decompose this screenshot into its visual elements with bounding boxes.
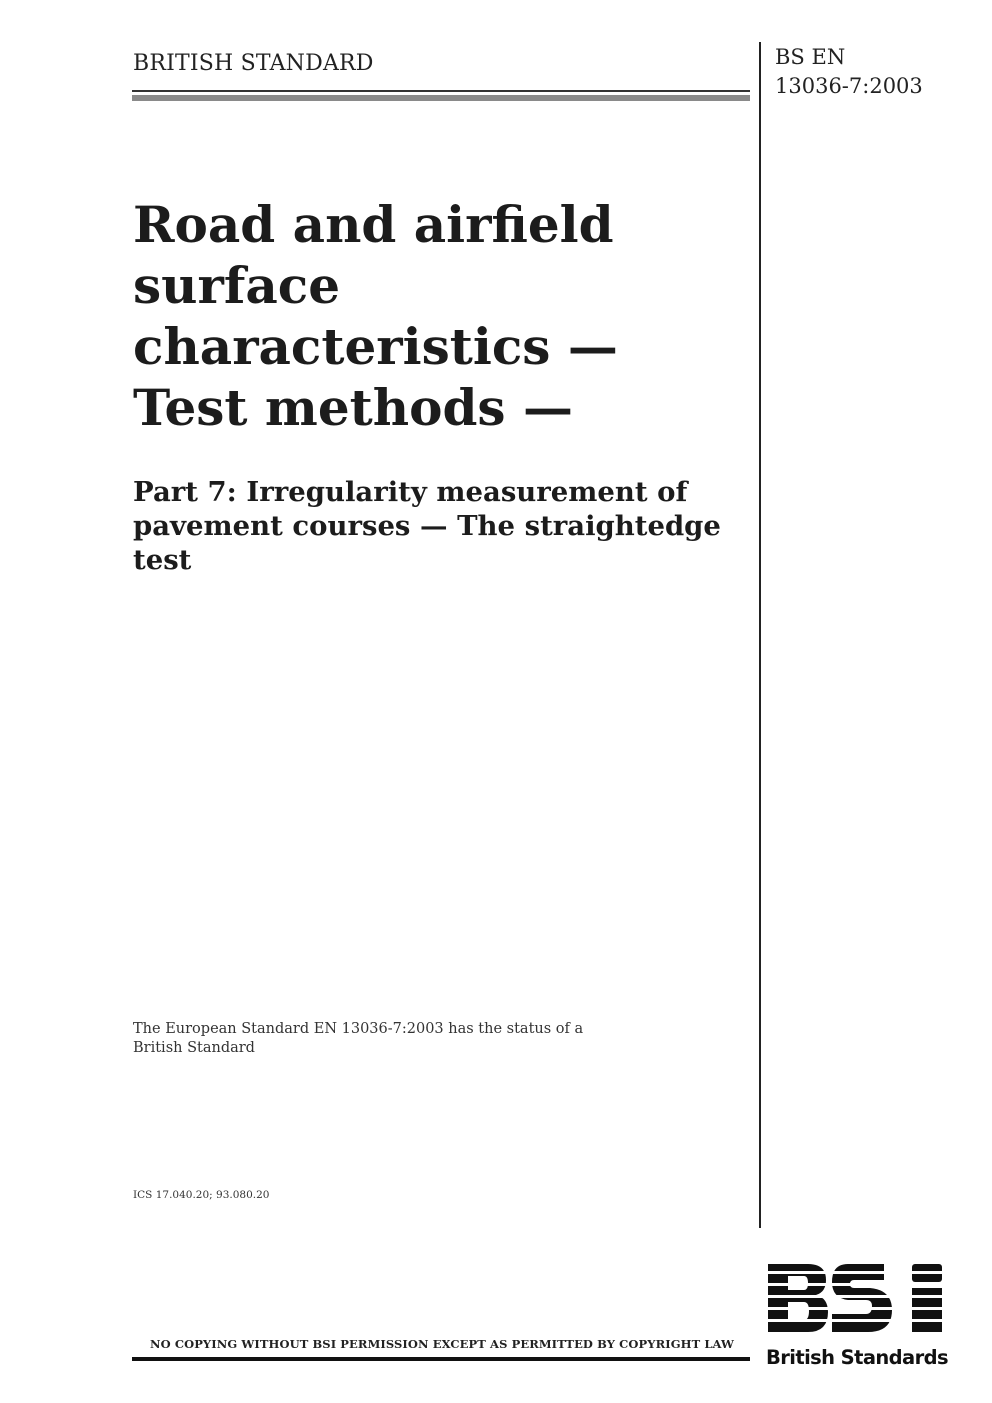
part-line-3: test bbox=[133, 544, 192, 576]
vertical-divider bbox=[759, 42, 761, 1228]
title-line-4: Test methods — bbox=[133, 378, 573, 437]
standard-code bbox=[775, 43, 923, 101]
status-line-1: The European Standard EN 13036-7:2003 has the status of a bbox=[133, 1021, 584, 1037]
header-rule-thin bbox=[132, 90, 750, 92]
part-line-1: Part 7: Irregularity measurement of bbox=[133, 476, 688, 508]
bsi-tagline: British Standards bbox=[766, 1346, 948, 1369]
standard-code-line-1: BS EN bbox=[775, 45, 846, 69]
part-subtitle bbox=[133, 475, 753, 577]
copyright-notice: NO COPYING WITHOUT BSI PERMISSION EXCEPT AS PERMITTED BY COPYRIGHT LAW bbox=[149, 1337, 735, 1351]
title-line-2: surface bbox=[133, 256, 341, 315]
title-line-3: characteristics — bbox=[133, 317, 618, 376]
status-line-2: British Standard bbox=[133, 1040, 255, 1056]
document-series-label: BRITISH STANDARD bbox=[133, 51, 374, 76]
ics-code: ICS 17.040.20; 93.080.20 bbox=[133, 1189, 270, 1201]
title-line-1: Road and airfield bbox=[133, 195, 614, 254]
footer-rule bbox=[132, 1357, 750, 1361]
part-line-2: pavement courses — The straightedge bbox=[133, 510, 721, 542]
header-rule-thick bbox=[132, 95, 750, 101]
document-title bbox=[133, 194, 748, 438]
status-note bbox=[133, 1020, 583, 1058]
standard-code-line-2: 13036-7:2003 bbox=[775, 74, 923, 98]
